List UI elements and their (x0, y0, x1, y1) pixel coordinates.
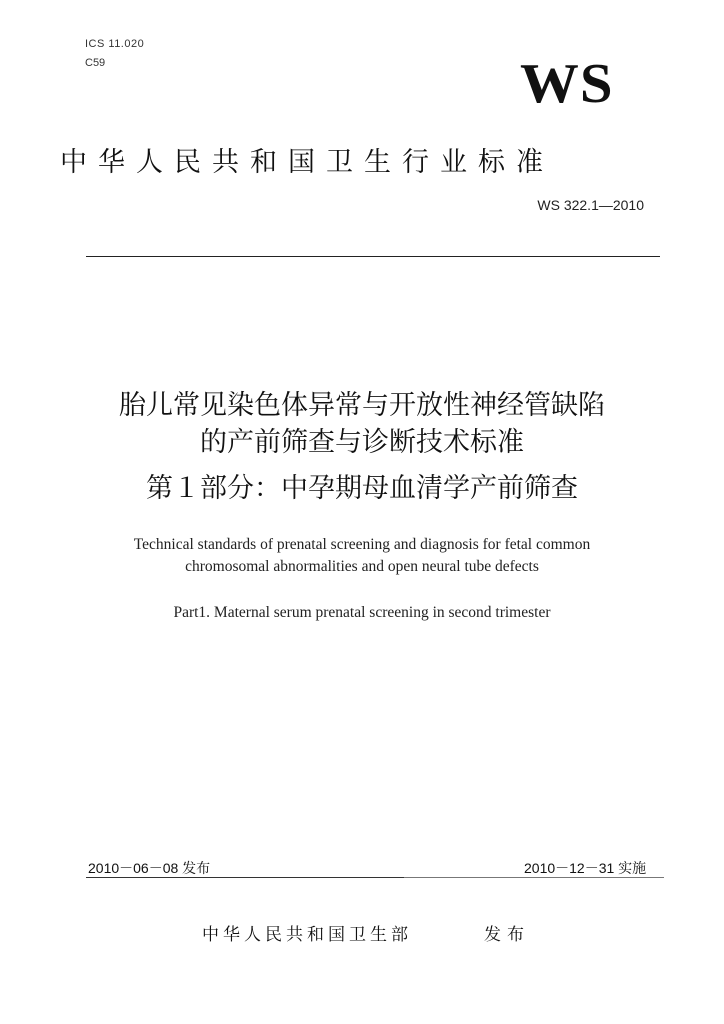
issue-label: 发布 (484, 925, 530, 945)
footer-divider-right (404, 877, 664, 878)
ics-code: ICS 11.020 (85, 38, 145, 50)
issuing-authority: 中华人民共和国卫生部 (202, 925, 412, 945)
title-cn-line-3: 第１部分：中孕期母血清学产前筛查 (146, 473, 578, 504)
title-cn-line-1: 胎儿常见染色体异常与开放性神经管缺陷 (119, 390, 605, 421)
title-en-line-1: Technical standards of prenatal screening and diagnosis for fetal common (133, 536, 591, 553)
ws-logo: WS (520, 53, 614, 115)
header-divider (86, 256, 660, 257)
standard-number: WS 322.1—2010 (537, 197, 644, 213)
title-cn-line-2: 的产前筛查与诊断技术标准 (200, 427, 524, 458)
ccs-code: C59 (85, 57, 106, 69)
footer-divider-left (86, 877, 404, 878)
issue-date: 2010－06－08 发布 (88, 860, 211, 876)
title-en-line-3: Part1. Maternal serum prenatal screening in second trimester (173, 604, 551, 621)
standard-category: 中华人民共和国卫生行业标准 (60, 147, 554, 178)
implementation-date: 2010－12－31 实施 (524, 860, 647, 876)
title-en-line-2: chromosomal abnormalities and open neural tube defects (185, 558, 539, 575)
